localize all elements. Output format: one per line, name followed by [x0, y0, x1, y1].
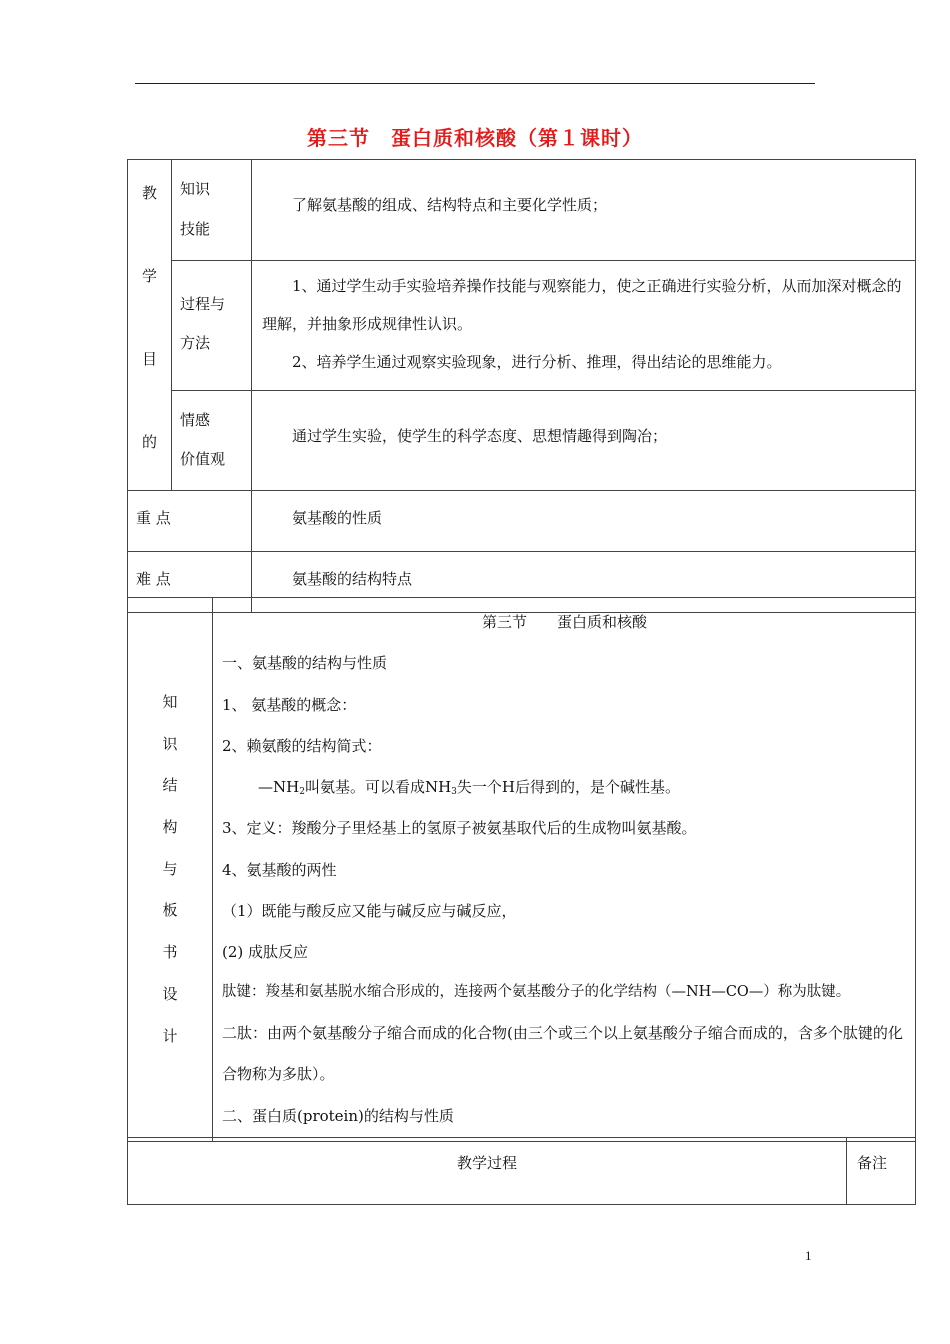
- board-content: [213, 598, 916, 1142]
- side-char: 与: [162, 859, 178, 878]
- board-line: 肽键：羧基和氨基脱水缩合形成的，连接两个氨基酸分子的化学结构（—NH—CO—）称为肽键。: [222, 984, 851, 1001]
- side-char: 知: [162, 693, 178, 711]
- board-line: 1、 氨基酸的概念：: [222, 695, 357, 714]
- knowledge-skills-content: [252, 160, 916, 261]
- objective-text: 2、培养学生通过观察实验现象，进行分析、推理，得出结论的思维能力。: [292, 353, 782, 371]
- side-char: 板: [162, 901, 178, 920]
- emotion-values-label: [172, 390, 252, 491]
- objectives-label-char: 的: [141, 433, 157, 451]
- board-line: 4、氨基酸的两性: [222, 860, 337, 879]
- amino-group-note: $—NH_2$叫氨基。可以看成$NH_3$失一个H后得到的，是个碱性基。: [258, 778, 680, 797]
- board-line: 二肽：由两个氨基酸分子缩合而成的化合物(由三个或三个以上氨基酸分子缩合而成的，含多个肽键的化合物称为多肽）。: [222, 1024, 903, 1084]
- objective-text: 1、通过学生动手实验培养操作技能与观察能力，使之正确进行实验分析，从而加深对概念的理解，并抽象形成规律性认识。: [262, 276, 902, 333]
- board-line: 一、氨基酸的结构与性质: [222, 654, 388, 673]
- difficult-point-label: 难 点: [128, 552, 252, 613]
- side-char: 结: [162, 776, 178, 795]
- label-line: 知识: [180, 180, 211, 198]
- label-line: 方法: [180, 334, 211, 353]
- objective-text: 了解氨基酸的组成、结构特点和主要化学性质；: [292, 196, 608, 214]
- label-line: 情感: [180, 410, 211, 429]
- process-method-label: [172, 260, 252, 390]
- objectives-label-char: 目: [141, 350, 157, 368]
- process-table: [127, 1137, 916, 1205]
- key-point-label: 重 点: [128, 491, 252, 552]
- side-char: 设: [162, 984, 178, 1003]
- side-char: 构: [162, 818, 178, 837]
- objectives-label: [128, 160, 172, 491]
- knowledge-skills-label: [172, 160, 252, 261]
- board-line: 2、赖氨酸的结构简式：: [222, 736, 382, 755]
- objectives-label-char: 教: [141, 184, 157, 202]
- header-rule: [135, 83, 815, 84]
- remarks-header: 备注: [847, 1138, 916, 1205]
- page-number: 1: [805, 1248, 812, 1263]
- board-line: 3、定义：羧酸分子里烃基上的氢原子被氨基取代后的生成物叫氨基酸。: [222, 819, 697, 838]
- board-design-table: [127, 597, 916, 1142]
- board-heading: 第三节 蛋白质和核酸: [481, 613, 647, 631]
- key-point-value: 氨基酸的性质: [252, 491, 916, 552]
- difficult-point-value: 氨基酸的结构特点: [252, 552, 916, 613]
- objectives-table: [127, 159, 916, 613]
- side-char: 识: [162, 734, 178, 753]
- side-char: 计: [162, 1026, 178, 1045]
- objectives-label-char: 学: [141, 267, 157, 285]
- board-side-label: [128, 598, 213, 1142]
- side-char: 书: [162, 943, 178, 962]
- label-line: 过程与: [180, 294, 226, 313]
- label-line: 价值观: [180, 450, 226, 469]
- board-line: 二、蛋白质(protein)的结构与性质: [222, 1106, 454, 1125]
- label-line: 技能: [180, 219, 211, 238]
- board-line: （1）既能与酸反应又能与碱反应与碱反应，: [222, 901, 517, 920]
- process-method-content: [252, 260, 916, 390]
- teaching-process-header: 教学过程: [128, 1138, 847, 1205]
- objective-text: 通过学生实验，使学生的科学态度、思想情趣得到陶冶；: [292, 426, 668, 445]
- emotion-values-content: [252, 390, 916, 491]
- board-line: (2) 成肽反应: [222, 943, 309, 961]
- lesson-title: 第三节 蛋白质和核酸（第１课时）: [307, 126, 643, 150]
